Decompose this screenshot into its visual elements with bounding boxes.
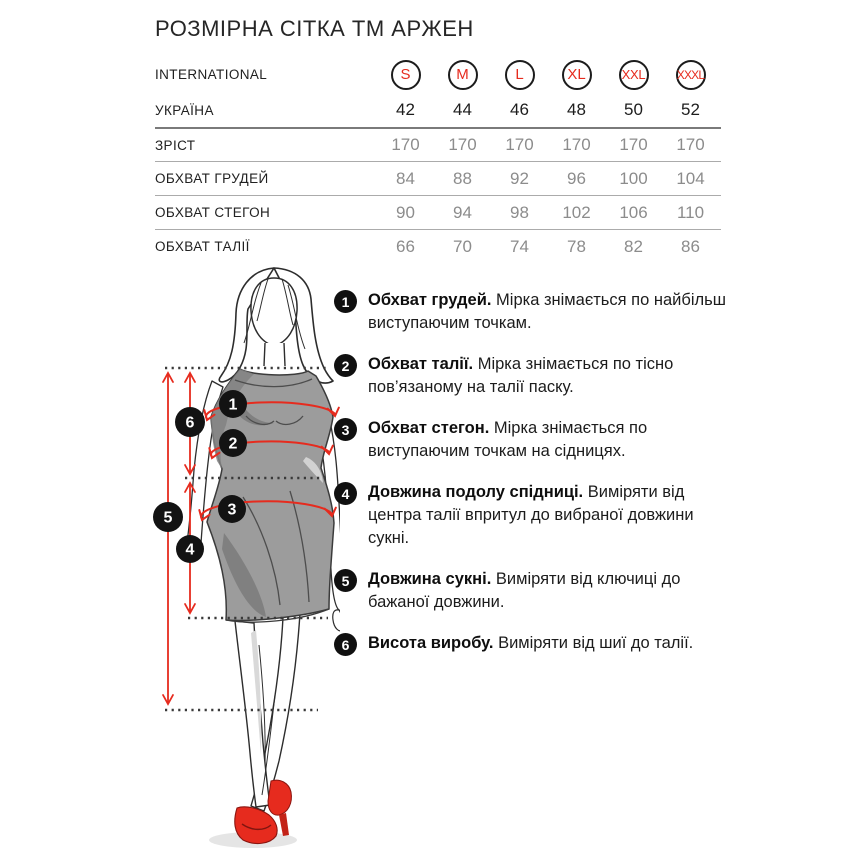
svg-text:1: 1 — [228, 396, 238, 414]
table-cell: 110 — [676, 202, 705, 222]
table-cell: 106 — [619, 202, 648, 222]
table-cell: 70 — [453, 236, 472, 256]
table-cell: 78 — [567, 236, 586, 256]
figure-marker-4 — [176, 535, 204, 563]
size-badge-m: M — [448, 60, 478, 90]
size-badge-xxl: XXL — [619, 60, 649, 90]
table-cell: 50 — [624, 100, 643, 119]
table-cell: 102 — [562, 202, 591, 222]
legend-badge-3: 3 — [334, 418, 357, 441]
legend-badge-4: 4 — [334, 482, 357, 505]
legend-term: Довжина сукні. — [368, 570, 492, 588]
table-cell: 104 — [676, 168, 705, 188]
table-cell: 82 — [624, 236, 643, 256]
figure-marker-1 — [219, 390, 247, 418]
table-cell: 170 — [562, 135, 591, 154]
table-cell: 84 — [396, 168, 415, 188]
table-cell: 170 — [448, 135, 477, 154]
row-label-chest: ОБХВАТ ГРУДЕЙ — [155, 171, 269, 186]
legend-item-chest — [334, 289, 734, 335]
table-cell: 90 — [396, 202, 415, 222]
table-cell: 86 — [681, 236, 700, 256]
table-row-international — [155, 56, 721, 93]
legend-badge-5: 5 — [334, 569, 357, 592]
legend-item-dress-length — [334, 568, 734, 614]
legend-badge-2: 2 — [334, 354, 357, 377]
figure-marker-3 — [218, 495, 246, 523]
legend-term: Обхват грудей. — [368, 291, 492, 309]
table-cell: 88 — [453, 168, 472, 188]
table-cell: 66 — [396, 236, 415, 256]
measurement-legend — [334, 289, 734, 674]
table-cell: 170 — [505, 135, 534, 154]
svg-text:4: 4 — [185, 541, 195, 559]
figure-marker-6 — [175, 407, 205, 437]
table-row-height — [155, 127, 721, 161]
table-cell: 48 — [567, 100, 586, 119]
table-cell: 98 — [510, 202, 529, 222]
table-cell: 44 — [453, 100, 472, 119]
row-label-hips: ОБХВАТ СТЕГОН — [155, 205, 271, 220]
size-badge-l: L — [505, 60, 535, 90]
row-label-international: INTERNATIONAL — [155, 67, 268, 82]
table-row-waist — [155, 229, 721, 263]
row-label-waist: ОБХВАТ ТАЛІЇ — [155, 239, 250, 254]
svg-text:2: 2 — [228, 435, 238, 453]
legend-item-hips — [334, 417, 734, 463]
size-badge-xxxl: XXXL — [676, 60, 706, 90]
size-badge-xl: XL — [562, 60, 592, 90]
legend-desc: Мірка знімається по найбільш виступаючим точкам. — [368, 291, 726, 332]
row-label-ukraine: УКРАЇНА — [155, 102, 214, 118]
arrow-dress-length — [163, 373, 173, 704]
svg-text:5: 5 — [163, 509, 173, 527]
table-row-chest — [155, 161, 721, 195]
table-cell: 170 — [391, 135, 420, 154]
legend-badge-6: 6 — [334, 633, 357, 656]
measurement-figure — [140, 265, 340, 850]
heel-spike — [279, 813, 289, 836]
table-cell: 74 — [510, 236, 529, 256]
size-badge-s: S — [391, 60, 421, 90]
svg-text:6: 6 — [185, 414, 195, 432]
woman-illustration — [153, 268, 340, 848]
legend-term: Висота виробу. — [368, 634, 494, 652]
table-cell: 94 — [453, 202, 472, 222]
size-table — [155, 56, 721, 263]
neck — [264, 343, 285, 366]
table-cell: 42 — [396, 100, 415, 119]
legend-term: Довжина подолу спідниці. — [368, 483, 584, 501]
legend-item-waist — [334, 353, 734, 399]
legend-item-bodice-height — [334, 632, 734, 656]
table-cell: 46 — [510, 100, 529, 119]
woman-illustration-svg — [140, 265, 340, 850]
figure-marker-5 — [153, 502, 183, 532]
legend-desc: Мірка знімається по виступаючим точкам на сідницях. — [368, 419, 648, 460]
row-label-height: ЗРІСТ — [155, 137, 196, 153]
table-cell: 92 — [510, 168, 529, 188]
table-cell: 170 — [676, 135, 705, 154]
table-cell: 96 — [567, 168, 586, 188]
table-row-ukraine — [155, 93, 721, 127]
legend-desc: Виміряти від ключиці до бажаної довжини. — [368, 570, 681, 611]
table-cell: 100 — [619, 168, 648, 188]
legend-term: Обхват стегон. — [368, 419, 490, 437]
svg-text:3: 3 — [227, 501, 237, 519]
heel-shoe-back — [268, 780, 291, 815]
table-cell: 170 — [619, 135, 648, 154]
table-cell: 52 — [681, 100, 700, 119]
legend-term: Обхват талії. — [368, 355, 474, 373]
figure-marker-2 — [219, 429, 247, 457]
legend-badge-1: 1 — [334, 290, 357, 313]
table-row-hips — [155, 195, 721, 229]
page-title: РОЗМІРНА СІТКА ТМ АРЖЕН — [155, 16, 474, 41]
legend-item-skirt-length — [334, 481, 734, 550]
legend-desc: Мірка знімається по тісно пов’язаному на талії паску. — [368, 355, 674, 396]
legend-desc: Виміряти від центра талії впритул до вибраної довжини сукні. — [368, 483, 694, 547]
legend-desc: Виміряти від шиї до талії. — [498, 634, 694, 652]
